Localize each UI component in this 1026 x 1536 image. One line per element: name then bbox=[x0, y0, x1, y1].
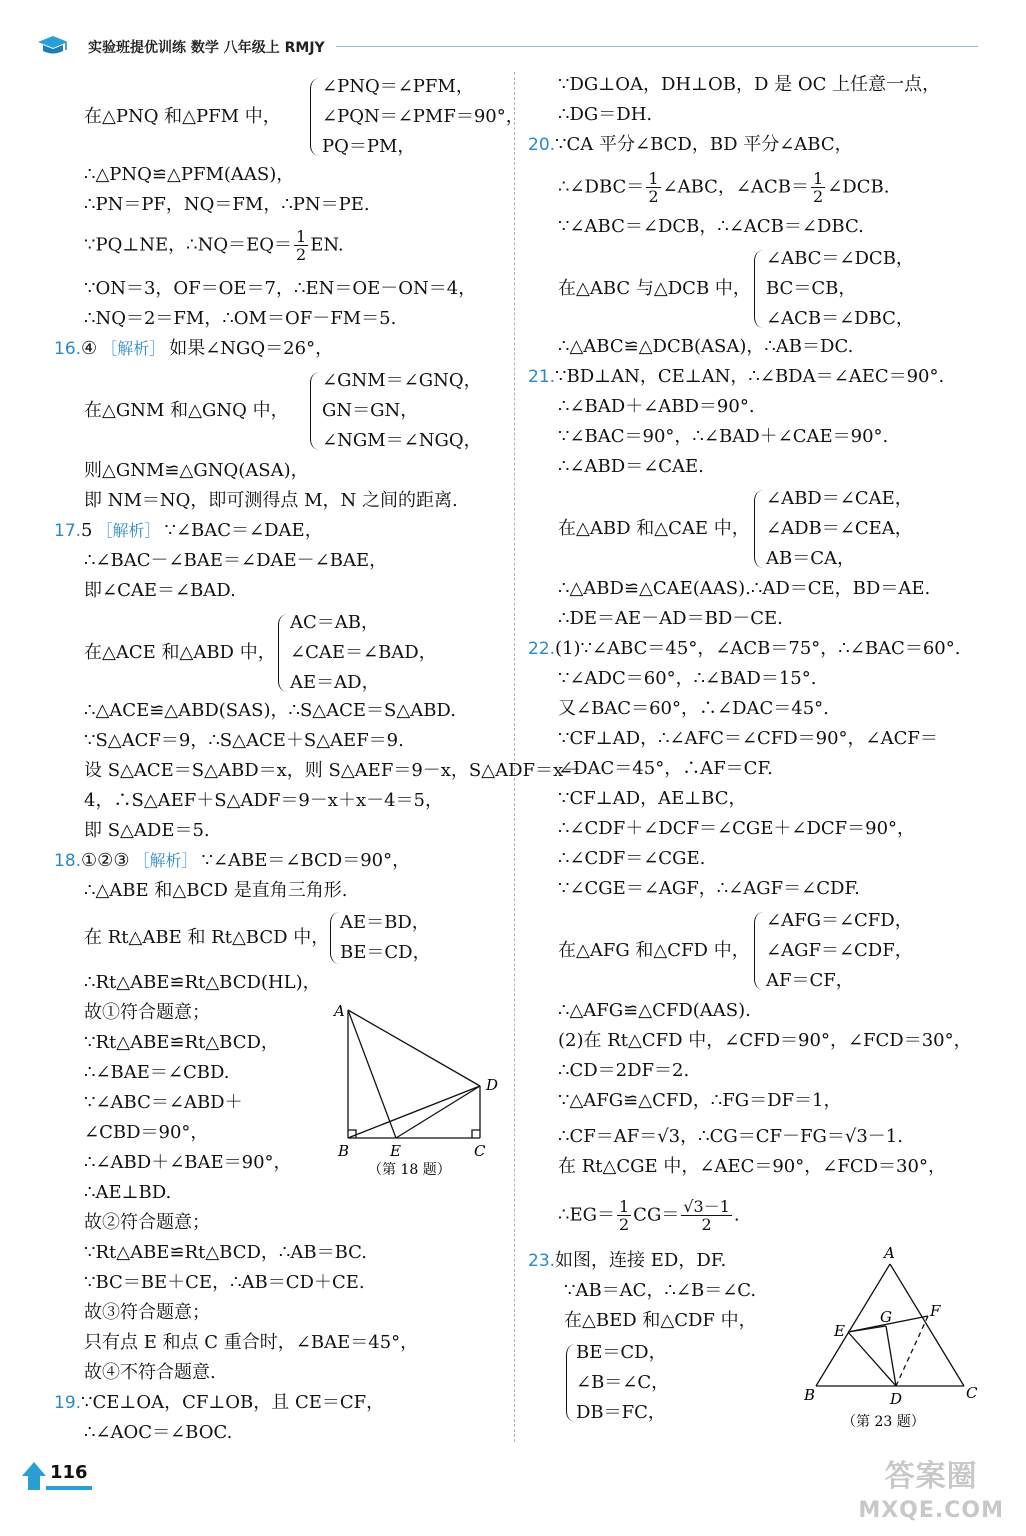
text-line: 故③符合题意； bbox=[84, 1302, 210, 1323]
text-line: ∴△ABC≌△DCB(ASA)，∴AB＝DC. bbox=[558, 336, 854, 357]
figure-18-caption: （第 18 题） bbox=[368, 1162, 451, 1178]
text-line: ∴NQ＝2＝FM，∴OM＝OF－FM＝5. bbox=[84, 308, 397, 329]
system-abc-dcb: 在△ABC 与△DCB 中， ∠ABC＝∠DCB， BC＝CB， ∠ACB＝∠DBC， bbox=[558, 248, 914, 329]
text-line: ∴∠CDF＋∠DCF＝∠CGE＋∠DCF＝90°， bbox=[558, 818, 916, 839]
text-line: 即 NM＝NQ，即可测得点 M，N 之间的距离. bbox=[84, 490, 458, 511]
text-line: ∴AE⊥BD. bbox=[84, 1182, 172, 1203]
text-line: 又∠BAC＝60°，∴∠DAC＝45°. bbox=[558, 698, 829, 719]
label-g: G bbox=[880, 1308, 892, 1326]
question-23: 23.如图，连接 ED，DF. bbox=[528, 1250, 727, 1271]
text-line: ∴△AFG≌△CFD(AAS). bbox=[558, 1000, 751, 1021]
label-b: B bbox=[804, 1386, 816, 1404]
page-number-badge bbox=[20, 1458, 96, 1494]
system-abd-cae: 在△ABD 和△CAE 中， ∠ABD＝∠CAE， ∠ADB＝∠CEA， AB＝CA， bbox=[558, 488, 913, 569]
text-line: 故①符合题意； bbox=[84, 1002, 210, 1023]
text-line: ∴∠ABD＋∠BAE＝90°， bbox=[84, 1152, 292, 1173]
text-line: ∵Rt△ABE≌Rt△BCD，∴AB＝BC. bbox=[84, 1242, 368, 1263]
watermark: 答案圈 MXQE.COM bbox=[858, 1459, 1004, 1523]
system-afg-cfd: 在△AFG 和△CFD 中， ∠AFG＝∠CFD， ∠AGF＝∠CDF， AF＝CF， bbox=[558, 910, 913, 991]
text-line: ∴△PNQ≌△PFM(AAS)， bbox=[84, 164, 295, 185]
label-f: F bbox=[930, 1302, 941, 1320]
header-title: 实验班提优训练 数学 八年级上 RMJY bbox=[88, 40, 325, 56]
header-rule bbox=[336, 46, 978, 47]
label-d: D bbox=[890, 1390, 903, 1408]
text-line: 只有点 E 和点 C 重合时，∠BAE＝45°， bbox=[84, 1332, 419, 1353]
text-line: ∴△ABD≌△CAE(AAS).∴AD＝CE，BD＝AE. bbox=[558, 578, 931, 599]
system-bed-cdf: BE＝CD， ∠B＝∠C， DB＝FC， bbox=[564, 1338, 784, 1428]
text-line: ∠DAC＝45°，∴AF＝CF. bbox=[558, 758, 773, 779]
text-line: ∴∠ABD＝∠CAE. bbox=[558, 456, 704, 477]
text-line: ∵Rt△ABE≌Rt△BCD， bbox=[84, 1032, 279, 1053]
fraction: $\frac{1}{2}$ bbox=[648, 169, 659, 206]
fraction: $\frac{1}{2}$ bbox=[296, 227, 307, 264]
text-line: ∴CD＝2DF＝2. bbox=[558, 1060, 690, 1081]
text-line: ∵△AFG≌△CFD，∴FG＝DF＝1， bbox=[558, 1090, 842, 1111]
text-line: ∴Rt△ABE≌Rt△BCD(HL)， bbox=[84, 972, 321, 993]
text-line: 在△BED 和△CDF 中， bbox=[564, 1310, 757, 1331]
text-line: (2)在 Rt△CFD 中，∠CFD＝90°，∠FCD＝30°， bbox=[558, 1030, 972, 1051]
label-c: C bbox=[966, 1384, 978, 1402]
page-header bbox=[36, 34, 978, 58]
text-line: ∴DE＝AE－AD＝BD－CE. bbox=[558, 608, 783, 629]
label-e: E bbox=[834, 1322, 845, 1340]
text-line: 4，∴S△AEF＋S△ADF＝9－x＋x－4＝5， bbox=[84, 790, 444, 811]
text-line: ∵BC＝BE＋CE，∴AB＝CD＋CE. bbox=[84, 1272, 365, 1293]
text-line: ∴PN＝PF，NQ＝FM，∴PN＝PE. bbox=[84, 194, 370, 215]
system-pnq-pfm: 在△PNQ 和△PFM 中， ∠PNQ＝∠PFM， ∠PQN＝∠PMF＝90°， PQ＝PM， bbox=[84, 76, 524, 157]
text-line: ∵CF⊥AD，∴∠AFC＝∠CFD＝90°，∠ACF＝ bbox=[558, 728, 938, 749]
question-17: 17.5 ［解析］ ∵∠BAC＝∠DAE， bbox=[54, 520, 323, 541]
text-line: ∴∠BAD＋∠ABD＝90°. bbox=[558, 396, 755, 417]
label-c: C bbox=[474, 1142, 486, 1160]
text-line: ∴DG＝DH. bbox=[558, 104, 653, 125]
page-number: 116 bbox=[50, 1462, 88, 1483]
text-line: ∴∠BAE＝∠CBD. bbox=[84, 1062, 230, 1083]
question-19: 19.∵CE⊥OA，CF⊥OB，且 CE＝CF， bbox=[54, 1392, 385, 1413]
text-line: ∵DG⊥OA，DH⊥OB，D 是 OC 上任意一点， bbox=[558, 74, 941, 95]
fraction: $\frac{1}{2}$ bbox=[813, 169, 824, 206]
text-line: ∵AB＝AC，∴∠B＝∠C. bbox=[564, 1280, 757, 1301]
text-line: ∴∠BAC－∠BAE＝∠DAE－∠BAE， bbox=[84, 550, 388, 571]
text-line: 故④不符合题意. bbox=[84, 1362, 216, 1383]
question-16: 16.④ ［解析］ 如果∠NGQ＝26°， bbox=[54, 338, 334, 359]
figure-23 bbox=[804, 1242, 984, 1432]
text-line: ∴CF＝AF＝√3，∴CG＝CF－FG＝√3－1. bbox=[558, 1126, 903, 1147]
text-line: 故②符合题意； bbox=[84, 1212, 210, 1233]
system-gnm-gnq: 在△GNM 和△GNQ 中， ∠GNM＝∠GNQ， GN＝GN， ∠NGM＝∠NGQ， bbox=[84, 370, 482, 451]
text-line: ∠CBD＝90°， bbox=[84, 1122, 209, 1143]
figure-18 bbox=[330, 1002, 510, 1182]
text-line: ∵∠ABC＝∠DCB，∴∠ACB＝∠DBC. bbox=[558, 216, 864, 237]
text-line: ∵ON＝3，OF＝OE＝7，∴EN＝OE－ON＝4， bbox=[84, 278, 477, 299]
text-line: ∴∠CDF＝∠CGE. bbox=[558, 848, 706, 869]
fraction: $\frac{1}{2}$ bbox=[618, 1197, 630, 1234]
label-d: D bbox=[486, 1076, 499, 1094]
label-a: A bbox=[334, 1002, 345, 1020]
text-line: ∵∠BAC＝90°，∴∠BAD＋∠CAE＝90°. bbox=[558, 426, 889, 447]
text-line: 即 S△ADE＝5. bbox=[84, 820, 210, 841]
system-ace-abd: 在△ACE 和△ABD 中， AC＝AB， ∠CAE＝∠BAD， AE＝AD， bbox=[84, 612, 437, 693]
question-20: 20.∵CA 平分∠BCD，BD 平分∠ABC， bbox=[528, 134, 853, 155]
book-logo-icon bbox=[36, 34, 70, 58]
text-line: ∵∠ABC＝∠ABD＋ bbox=[84, 1092, 243, 1113]
text-line: ∴∠DBC＝ $\frac{1}{2}$ ∠ABC，∠ACB＝ $\frac{1}{2}$ ∠DCB. bbox=[558, 169, 890, 206]
text-line: ∵S△ACF＝9，∴S△ACE＋S△AEF＝9. bbox=[84, 730, 404, 751]
text-line: ∴EG＝ $\frac{1}{2}$ CG＝ $\frac{√3-1}{2}$ . bbox=[558, 1197, 740, 1234]
text-line: 则△GNM≌△GNQ(ASA)， bbox=[84, 460, 309, 481]
label-e: E bbox=[390, 1142, 401, 1160]
text-line: ∵PQ⊥NE，∴NQ＝EQ＝ $\frac{1}{2}$ EN. bbox=[84, 227, 344, 264]
text-line: 设 S△ACE＝S△ABD＝x，则 S△AEF＝9－x，S△ADF＝x－ bbox=[84, 760, 582, 781]
text-line: ∵∠ADC＝60°，∴∠BAD＝15°. bbox=[558, 668, 817, 689]
text-line: ∵∠CGE＝∠AGF，∴∠AGF＝∠CDF. bbox=[558, 878, 860, 899]
text-line: ∵CF⊥AD，AE⊥BC， bbox=[558, 788, 747, 809]
text-line: ∴∠AOC＝∠BOC. bbox=[84, 1422, 233, 1443]
figure-23-caption: （第 23 题） bbox=[842, 1414, 925, 1430]
text-line: 在 Rt△CGE 中，∠AEC＝90°，∠FCD＝30°， bbox=[558, 1156, 946, 1177]
text-line: 即∠CAE＝∠BAD. bbox=[84, 580, 236, 601]
column-divider bbox=[514, 72, 515, 1442]
question-18: 18.①②③ ［解析］ ∵∠ABE＝∠BCD＝90°， bbox=[54, 850, 411, 871]
text-line: ∴△ACE≌△ABD(SAS)，∴S△ACE＝S△ABD. bbox=[84, 700, 456, 721]
text-line: ∴△ABE 和△BCD 是直角三角形. bbox=[84, 880, 348, 901]
system-rt-abe-bcd: 在 Rt△ABE 和 Rt△BCD 中， AE＝BD， BE＝CD， bbox=[84, 912, 431, 963]
label-a: A bbox=[884, 1244, 895, 1262]
question-21: 21.∵BD⊥AN，CE⊥AN，∴∠BDA＝∠AEC＝90°. bbox=[528, 366, 945, 387]
question-22: 22.(1)∵∠ABC＝45°，∠ACB＝75°，∴∠BAC＝60°. bbox=[528, 638, 961, 659]
fraction: $\frac{√3-1}{2}$ bbox=[683, 1197, 730, 1234]
label-b: B bbox=[338, 1142, 350, 1160]
